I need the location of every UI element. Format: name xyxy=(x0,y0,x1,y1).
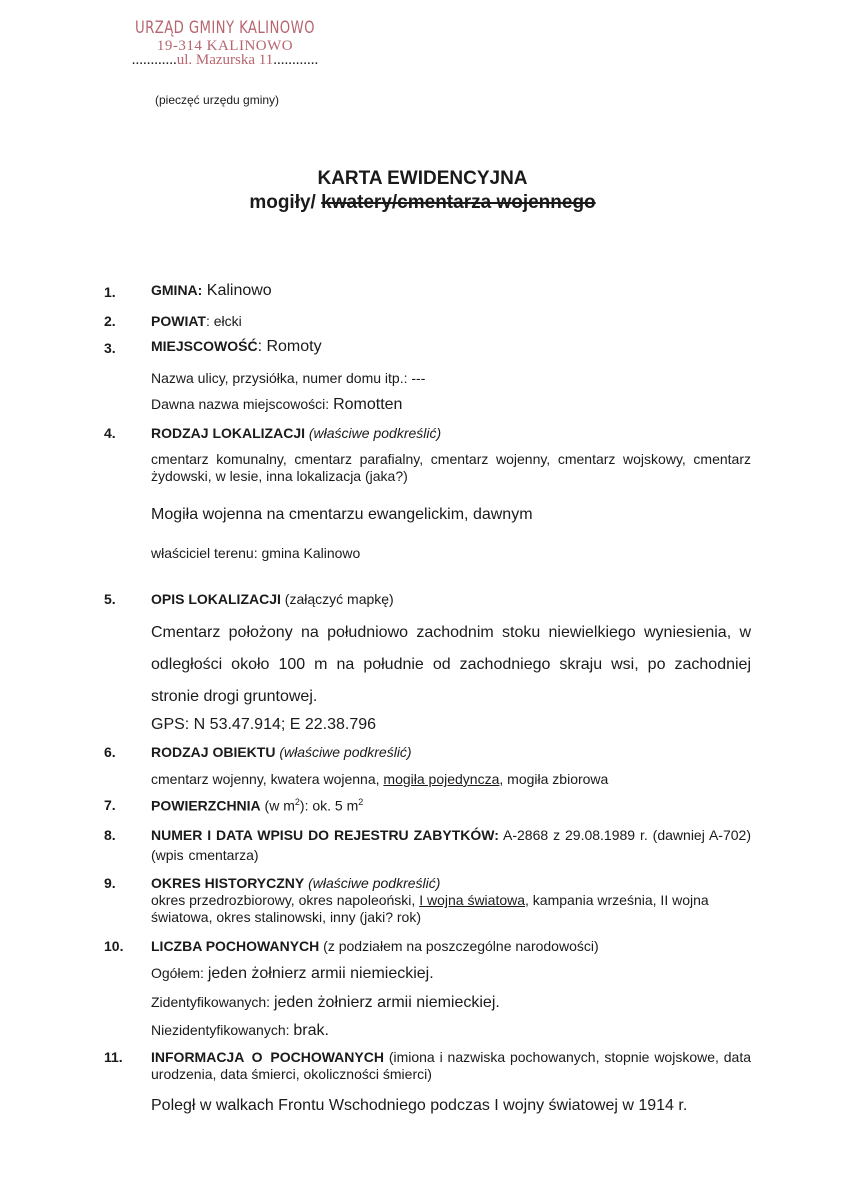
option-text: okres przedrozbiorowy, okres napoleoński, xyxy=(151,892,420,908)
item-value: : ełcki xyxy=(205,313,242,329)
selected-option: mogiła pojedyncza xyxy=(383,771,500,787)
item-value: Kalinowo xyxy=(202,282,272,299)
old-name-value: Romotten xyxy=(333,396,403,413)
item-hint: (właściwe podkreślić) xyxy=(308,875,441,891)
field-label: Zidentyfikowanych: xyxy=(151,994,274,1010)
field-value: jeden żołnierz armii niemieckiej. xyxy=(207,965,434,982)
item-value: : Romoty xyxy=(257,338,322,355)
option-text: , mogiła zbiorowa xyxy=(499,771,609,787)
unit-text: (w m xyxy=(260,797,295,814)
historical-period-options xyxy=(151,892,751,926)
location-answer: Mogiła wojenna na cmentarzu ewangelickim, dawnym xyxy=(151,506,533,523)
subtitle-kept: mogiły/ xyxy=(249,192,316,213)
item-number: 4. xyxy=(104,425,116,441)
stamp-address: ul. Mazurska 11 xyxy=(176,52,274,68)
item-hint: (właściwe podkreślić) xyxy=(308,425,442,441)
gps-coordinates: GPS: N 53.47.914; E 22.38.796 xyxy=(151,716,377,733)
stamp-address-line xyxy=(95,52,355,69)
document-subtitle xyxy=(0,192,845,214)
item-label: RODZAJ OBIEKTU xyxy=(151,744,276,760)
item-label: MIEJSCOWOŚĆ xyxy=(151,338,258,354)
item-number: 11. xyxy=(104,1049,123,1065)
buried-identified xyxy=(151,994,751,1012)
buried-total xyxy=(151,965,751,983)
street-name-field: Nazwa ulicy, przysiółka, numer domu itp.: --- xyxy=(151,370,426,386)
item-label: OKRES HISTORYCZNY xyxy=(151,875,305,891)
item-number: 9. xyxy=(104,875,116,891)
object-type-options xyxy=(151,771,751,787)
selected-option: I wojna światowa xyxy=(419,892,526,908)
field-value: brak. xyxy=(293,1022,329,1039)
area-value: ): ok. 5 m xyxy=(299,797,359,814)
option-text: cmentarz wojenny, kwatera wojenna, xyxy=(151,771,384,787)
item-label: POWIERZCHNIA xyxy=(151,797,261,814)
item-label: LICZBA POCHOWANYCH xyxy=(151,938,320,954)
item-label: GMINA: xyxy=(151,282,203,298)
stamp-office-name: URZĄD GMINY KALINOWO xyxy=(135,18,315,38)
superscript: 2 xyxy=(294,797,300,807)
item-hint: (właściwe podkreślić) xyxy=(279,744,412,760)
item-label: RODZAJ LOKALIZACJI xyxy=(151,425,305,441)
item-number: 10. xyxy=(104,938,124,954)
buried-info-answer: Poległ w walkach Frontu Wschodniego podczas I wojny światowej w 1914 r. xyxy=(151,1097,688,1114)
field-label: Niezidentyfikowanych: xyxy=(151,1022,294,1038)
land-owner: właściciel terenu: gmina Kalinowo xyxy=(151,545,361,561)
field-label: Ogółem: xyxy=(151,965,208,981)
location-description: Cmentarz położony na południowo zachodnim stoku niewielkiego wyniesienia, w odległości około 100 m na południe od zachodniego skraju wsi, po zachodniej stronie drogi gruntowej. xyxy=(151,624,751,705)
item-label: INFORMACJA O POCHOWANYCH xyxy=(151,1049,384,1065)
stamp-postal-code: 19-314 KALINOWO xyxy=(156,38,294,54)
item-number: 7. xyxy=(104,797,116,813)
item-number: 2. xyxy=(104,313,116,329)
item-label: POWIAT xyxy=(151,313,206,329)
item-number: 8. xyxy=(104,827,116,843)
field-value: jeden żołnierz armii niemieckiej. xyxy=(273,994,500,1011)
item-value: A-2868 z 29.08.1989 r. (dawniej A-702) (wpis cmentarza) xyxy=(151,827,751,863)
subtitle-struck: kwatery/cmentarza wojennego xyxy=(321,192,596,213)
location-options: cmentarz komunalny, cmentarz parafialny, cmentarz wojenny, cmentarz wojskowy, cmentarz żydowski, w lesie, inna lokalizacja (jaka?) xyxy=(151,451,751,484)
stamp-dots-left: ............ xyxy=(131,52,177,68)
item-number: 6. xyxy=(104,744,116,760)
item-hint: (imiona i nazwiska pochowanych, stopnie wojskowe, data urodzenia, data śmierci, okoliczności śmierci) xyxy=(151,1049,751,1082)
item-hint: (załączyć mapkę) xyxy=(280,591,394,607)
superscript: 2 xyxy=(358,797,364,807)
stamp-dots-right: ............ xyxy=(273,52,319,68)
stamp-caption: (pieczęć urzędu gminy) xyxy=(155,93,280,107)
item-number: 3. xyxy=(104,340,116,356)
item-number: 1. xyxy=(104,284,116,300)
old-name-label: Dawna nazwa miejscowości: xyxy=(151,396,334,412)
item-label: OPIS LOKALIZACJI xyxy=(151,591,281,607)
buried-unidentified xyxy=(151,1022,751,1040)
item-number: 5. xyxy=(104,591,116,607)
office-stamp xyxy=(95,18,355,69)
item-label: NUMER I DATA WPISU DO REJESTRU ZABYTKÓW: xyxy=(151,827,499,843)
item-hint: (z podziałem na poszczególne narodowości) xyxy=(319,938,599,954)
document-title: KARTA EWIDENCYJNA xyxy=(317,168,528,189)
option-text: , kampania września, II wojna światowa, okres stalinowski, inny (jaki? rok) xyxy=(151,892,709,925)
old-name-field xyxy=(151,396,751,414)
